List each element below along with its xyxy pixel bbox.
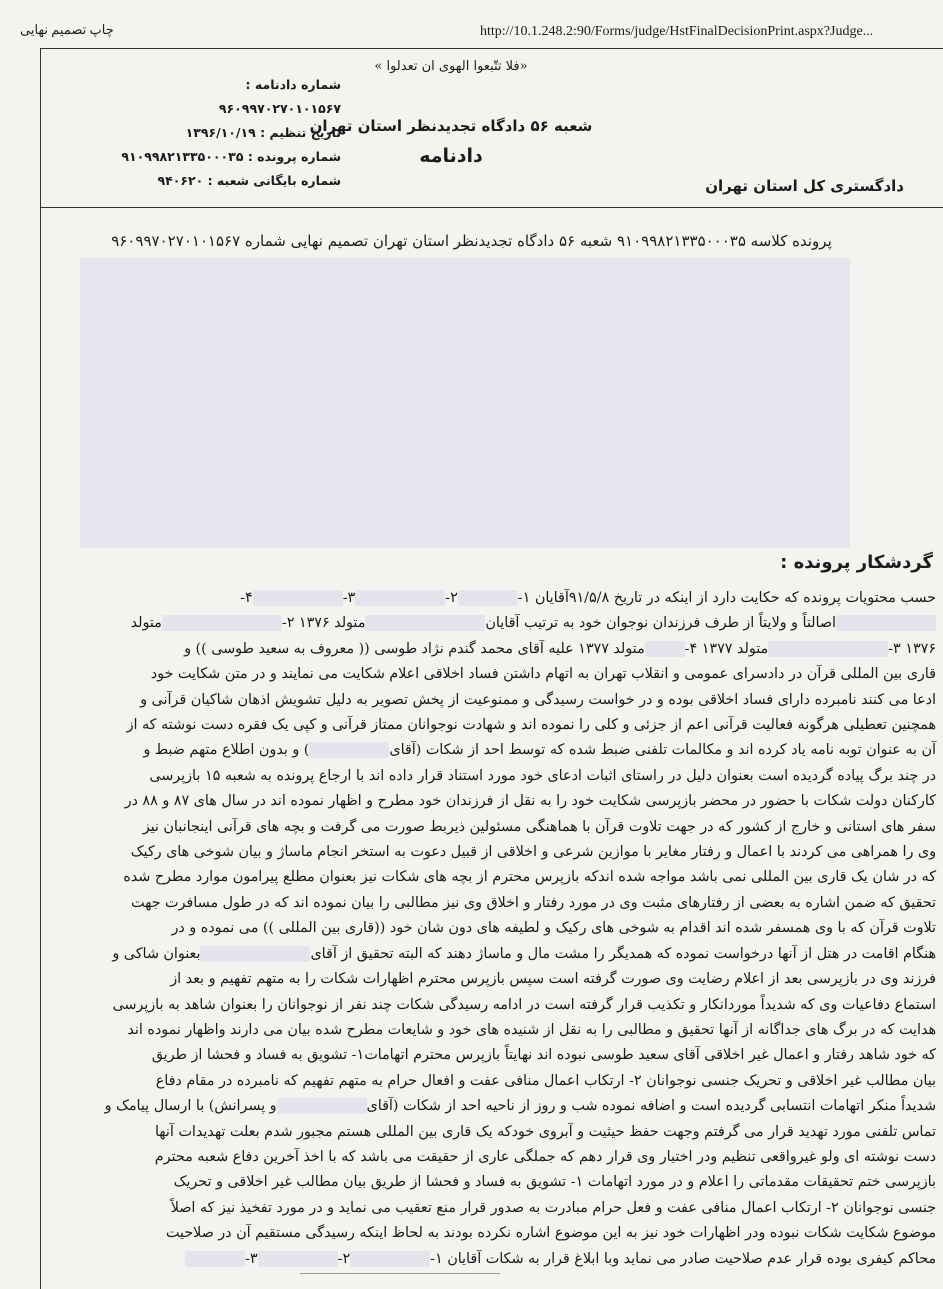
body-line: موضوع شکایت شکات نبوده ودر اظهارات خود نیز به این موضوع اشاره نکرده بودند به لحاظ اینکه رسیدگی مستقیم آن در صلاحیت: [165, 1225, 936, 1242]
redaction: [253, 590, 343, 606]
redaction: [458, 590, 518, 606]
print-url: http://10.1.248.2:90/Forms/judge/HstFinalDecisionPrint.aspx?Judge...: [480, 24, 874, 39]
body-line: دست نوشته ای ولو غیرواقعی تنظیم ودر اختیار وی قرار دهم که جملگی عاری از حقیقت می باشد که با اخذ آخرین دفاع شعبه محترم: [154, 1148, 936, 1165]
body-line: ۱۳۷۶ ۳-متولد ۱۳۷۷ ۴-متولد ۱۳۷۷ علیه آقای محمد گندم نژاد طوسی (( معروف به سعید طوسی )) و: [184, 640, 936, 657]
meta-decision-number: شماره دادنامه : ۹۶۰۹۹۷۰۲۷۰۱۰۱۵۶۷: [218, 77, 341, 116]
body-line: شدیداً منکر اتهامات انتسابی گردیده است و اضافه نموده شب و روز از ناحیه احد از شکات (آقایو پسرانش) با ارسال پیامک و: [104, 1098, 936, 1115]
redaction: [365, 615, 485, 631]
redaction: [185, 1251, 245, 1267]
body-line: حسب محتویات پرونده که حکایت دارد از اینکه در تاریخ ۹۱/۵/۸آقایان ۱-۲-۳-۴-: [240, 590, 936, 606]
body-line: در چند برگ پیاده گردیده است بعنوان دلیل در راستای اثبات ادعای خود مورد استناد قرار داده اند با ارجاع پرونده به شعبه ۱۵ بازپرسی: [149, 767, 936, 784]
redaction: [162, 615, 282, 631]
print-page-title: چاپ تصمیم نهایی: [20, 22, 114, 37]
body-line: که در شان یک قاری بین المللی نمی باشد مواجه شده اندکه بازپرس محترم از بچه های شکات نیز بعنوان مطلع پیرامون موارد مطرح شده: [123, 869, 936, 886]
document-header: [41, 49, 943, 208]
redaction: [277, 1098, 367, 1114]
redaction: [645, 641, 685, 657]
document-title: دادنامه: [419, 145, 483, 167]
redaction: [768, 641, 888, 657]
document-meta: [121, 73, 341, 193]
body-line: تلاوت قرآن که با وی همسفر شده اند اقدام به شوخی های رکیک و لطیفه های دون شان خود ((قاری بین المللی )) می نموده و در: [171, 920, 936, 937]
court-name: دادگستری کل استان تهران: [705, 177, 904, 195]
body-line: تماس تلفنی مورد تهدید قرار می گرفتم وجهت حفظ حیثیت و آبروی خودکه یک قاری بین المللی هستم مجبور شدم بعلت تهدیدات آنها: [154, 1123, 936, 1140]
body-line: جنسی نوجوانان ۲- ارتکاب اعمال منافی عفت و فعل حرام مبادرت به صدور قرار منع تعقیب می نماید و در مورد تفخیذ نیز که اصلاً: [170, 1199, 936, 1216]
meta-archive-number: شماره بایگانی شعبه : ۹۴۰۶۲۰: [157, 173, 341, 188]
body-line: قاری بین المللی قرآن در دادسرای عمومی و انقلاب تهران به اتهام داشتن فساد اخلاقی اعلام شکایت می نمایند و در متن شکایت خود: [150, 666, 936, 683]
redaction: [309, 742, 389, 758]
body-line: که خود شاهد رفتار و اعمال غیر اخلاقی آقای سعید طوسی نبوده اند نهایتاً بازپرس محترم اتهامات۱- تشویق به فساد و فحشا از طریق: [151, 1047, 936, 1064]
meta-case-number: شماره پرونده : ۹۱۰۹۹۸۲۱۳۳۵۰۰۰۳۵: [121, 149, 341, 164]
body-line: همچنین تعطیلی هرگونه فعالیت قرآنی اعم از جزئی و کلی را نموده اند و شهادت نوجوانان ممتاز قرآنی و کپی یک فقره دست نوشته که از: [126, 717, 936, 734]
body-line: سفر های استانی و خارج از کشور که در جهت تلاوت قرآن با هماهنگی مسئولین ذیربط صورت می گرفت و بچه های قرآنی اینجانبان نیز: [142, 818, 936, 835]
section-title: گردشکار پرونده :: [780, 552, 933, 573]
verse-quote: «فلا تتّبعوا الهوی ان تعدلوا »: [374, 59, 528, 74]
body-line: بازپرسی ختم تحقیقات مقدماتی را اعلام و در مورد اتهامات ۱- تشویق به فساد و فحشا از طریق بیان مطالب غیر اخلاقی و تحریک: [173, 1174, 936, 1191]
redaction: [836, 615, 936, 631]
redaction: [350, 1251, 430, 1267]
body-line: وی را همراهی می کردند با اعمال و رفتار مغایر با موازین شرعی و اخلاقی از قبیل دعوت به استخر انجام ماساژ و بیان شوخی های رکیک: [130, 844, 936, 861]
case-body: [8, 586, 936, 1272]
case-line: پرونده کلاسه ۹۱۰۹۹۸۲۱۳۳۵۰۰۰۳۵ شعبه ۵۶ دادگاه تجدیدنظر استان تهران تصمیم نهایی شماره ۹۶۰۹۹۷۰۲۷۰۱۰۱۵۶۷: [111, 232, 832, 250]
meta-date: تاریخ تنظیم : ۱۳۹۶/۱۰/۱۹: [185, 125, 341, 140]
court-branch: شعبه ۵۶ دادگاه تجدیدنظر استان تهران: [309, 117, 593, 135]
body-line: ادعا می کنند نامبرده دارای فساد اخلاقی بوده و در خواست رسیدگی و ممنوعیت از پخش تصویر به دلیل تشویش اذهان شاکیان قرآنی و: [140, 691, 936, 708]
body-line: تحقیق که ضمن اشاره به بعضی از رفتارهای مثبت وی در مورد رفتار و اخلاق وی نیز مطالبی را بیان نموده اند که در طول مسافرت جهت: [131, 894, 936, 911]
page-cut-edge: [300, 1273, 500, 1280]
body-line: استماع دفاعیات وی که شدیداً موردانکار و تکذیب قرار گرفته است در ادامه رسیدگی شکات چند نفر از نوجوانان را بعنوان شاهد به بازپرسی: [112, 996, 936, 1013]
body-line: آن به عنوان توبه نامه یاد کرده اند و مکالمات تلفنی ضبط شده که توسط احد از شکات (آقای) و بدون اطلاع متهم ضبط و: [143, 742, 936, 759]
body-line: کارکنان دولت شکات با حضور در محضر بازپرسی شکایت خود را به نقل از فرزندان خود مطرح و اظهار نموده اند در سال های ۸۷ و ۸۸ در: [124, 793, 936, 810]
redaction: [258, 1251, 338, 1267]
redaction: [200, 946, 310, 962]
body-line: هدایت که در برگ های جداگانه از آنها تحقیق و مطالبی را به نقل از شنیده های خود و شایعات مطرح شده بیان می دارند واظهار نموده اند: [127, 1021, 936, 1038]
redaction: [355, 590, 445, 606]
body-line: هنگام اقامت در هتل از آنها درخواست نموده که همدیگر را مشت مال و ماساژ دهند که البته تحقیق از آقایبعنوان شاکی و: [112, 945, 936, 962]
body-line: اصالتاً و ولایتاً از طرف فرزندان نوجوان خود به ترتیب آقایانمتولد ۱۳۷۶ ۲-متولد: [8, 611, 936, 636]
print-header: [0, 14, 943, 40]
body-line: فرزند وی در بازپرسی بعد از اعلام رضایت وی صورت گرفته است سپس بازپرس محترم اظهارات شکات را به متهم تفهیم و بعد از: [170, 971, 936, 988]
body-line: محاکم کیفری بوده قرار عدم صلاحیت صادر می نماید وبا ابلاغ قرار به شکات آقایان ۱-۲-۳-: [8, 1247, 936, 1272]
body-line: بیان مطالب غیر اخلاقی و تحریک جنسی نوجوانان ۲- ارتکاب اعمال منافی عفت و افعال حرام به متهم تفهیم که نامبرده در مقام دفاع: [155, 1072, 936, 1089]
redacted-block: [80, 258, 850, 548]
